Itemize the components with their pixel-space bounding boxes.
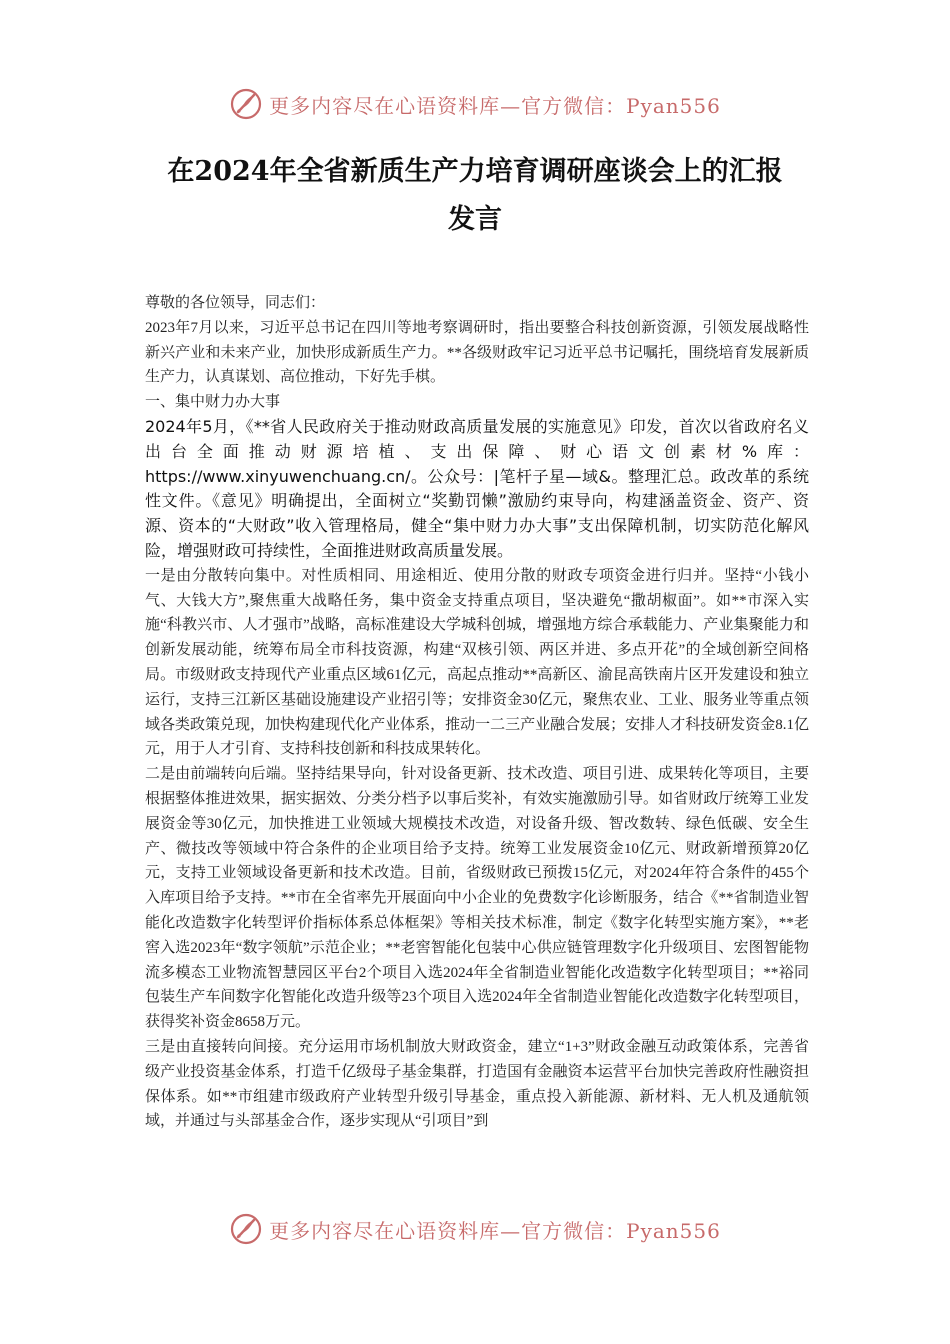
watermark-banner-bottom xyxy=(0,1209,950,1249)
paragraph-point-1: 一是由分散转向集中。对性质相同、用途相近、使用分散的财政专项资金进行归并。坚持“小钱小气、大钱大方”,聚焦重大战略任务，集中资金支持重点项目，坚决避免“撒胡椒面”。如**市深入实施“科教兴市、人才强市”战略，高标准建设大学城科创城，增强地方综合承载能力、产业集聚能力和创新发展动能，统筹布局全市科技资源，构建“双核引领、两区并进、多点开花”的全域创新空间格局。市级财政支持现代产业重点区域61亿元，高起点推动**高新区、渝昆高铁南片区开发建设和独立运行，支持三江新区基础设施建设产业招引等；安排资金30亿元，聚焦农业、工业、服务业等重点领域各类政策兑现，加快构建现代化产业体系，推动一二三产业融合发展；安排人才科技研发资金8.1亿元，用于人才引育、支持科技创新和科技成果转化。 xyxy=(145,567,809,758)
quill-logo-icon xyxy=(229,1212,263,1246)
salutation: 尊敬的各位领导，同志们： xyxy=(145,295,326,311)
paragraph-intro: 2023年7月以来，习近平总书记在四川等地考察调研时，指出要整合科技创新资源，引领发展战略性新兴产业和未来产业，加快形成新质生产力。**各级财政牢记习近平总书记嘱托，围绕培育发展新质生产力，认真谋划、高位推动，下好先手棋。 xyxy=(145,319,809,386)
section-heading: 一、集中财力办大事 xyxy=(145,394,281,411)
page-title xyxy=(120,148,830,244)
watermark-text: 更多内容尽在心语资料库—官方微信：Pyan556 xyxy=(269,1218,721,1243)
paragraph-point-3: 三是由直接转向间接。充分运用市场机制放大财政资金，建立“1+3”财政金融互动政策体系，完善省级产业投资基金体系，打造千亿级母子基金集群，打造国有金融资本运营平台加快完善政府性融资担保体系。如**市组建市级政府产业转型升级引导基金，重点投入新能源、新材料、无人机及通航领域，并通过与头部基金合作，逐步实现从“引项目”到 xyxy=(145,1038,809,1130)
paragraph-point-2: 二是由前端转向后端。坚持结果导向，针对设备更新、技术改造、项目引进、成果转化等项目，主要根据整体推进效果，据实据效、分类分档予以事后奖补，有效实施激励引导。如省财政厅统筹工业发展资金等30亿元，加快推进工业领域大规模技术改造，对设备升级、智改数转、绿色低碳、安全生产、微技改等领域中符合条件的企业项目给予支持。统筹工业发展资金10亿元、财政新增预算20亿元，支持工业领域设备更新和技术改造。目前，省级财政已预拨15亿元，对2024年符合条件的455个入库项目给予支持。**市在全省率先开展面向中小企业的免费数字化诊断服务，结合《**省制造业智能化改造数字化转型评价指标体系总体框架》等相关技术标准，制定《数字化转型实施方案》，**老窖入选2023年“数字领航”示范企业；**老窖智能化包装中心供应链管理数字化升级项目、宏图智能物流多模态工业物流智慧园区平台2个项目入选2024年全省制造业智能化改造数字化转型项目；**裕同包装生产车间数字化智能化改造升级等23个项目入选2024年全省制造业智能化改造数字化转型项目，获得奖补资金8658万元。 xyxy=(145,766,809,1031)
paragraph-policy: 2024年5月，《**省人民政府关于推动财政高质量发展的实施意见》印发，首次以省政府名义出台全面推动财源培植、支出保障、财心语文创素材%库：https://www.xinyuwenchuang.cn/。公众号：|笔杆子星—域&。整理汇总。政改革的系统性文件。《意见》明确提出，全面树立“奖勤罚懒”激励约束导向，构建涵盖资金、资产、资源、资本的“大财政”收入管理格局，健全“集中财力办大事”支出保障机制，切实防范化解风险，增强财政可持续性，全面推进财政高质量发展。 xyxy=(145,416,809,560)
title-line-1: 在2024年全省新质生产力培育调研座谈会上的汇报 xyxy=(167,156,783,187)
quill-logo-icon xyxy=(229,87,263,121)
title-line-2: 发言 xyxy=(448,204,502,235)
document-body xyxy=(145,291,809,1134)
watermark-banner-top xyxy=(0,84,950,124)
watermark-text: 更多内容尽在心语资料库—官方微信：Pyan556 xyxy=(269,93,721,118)
